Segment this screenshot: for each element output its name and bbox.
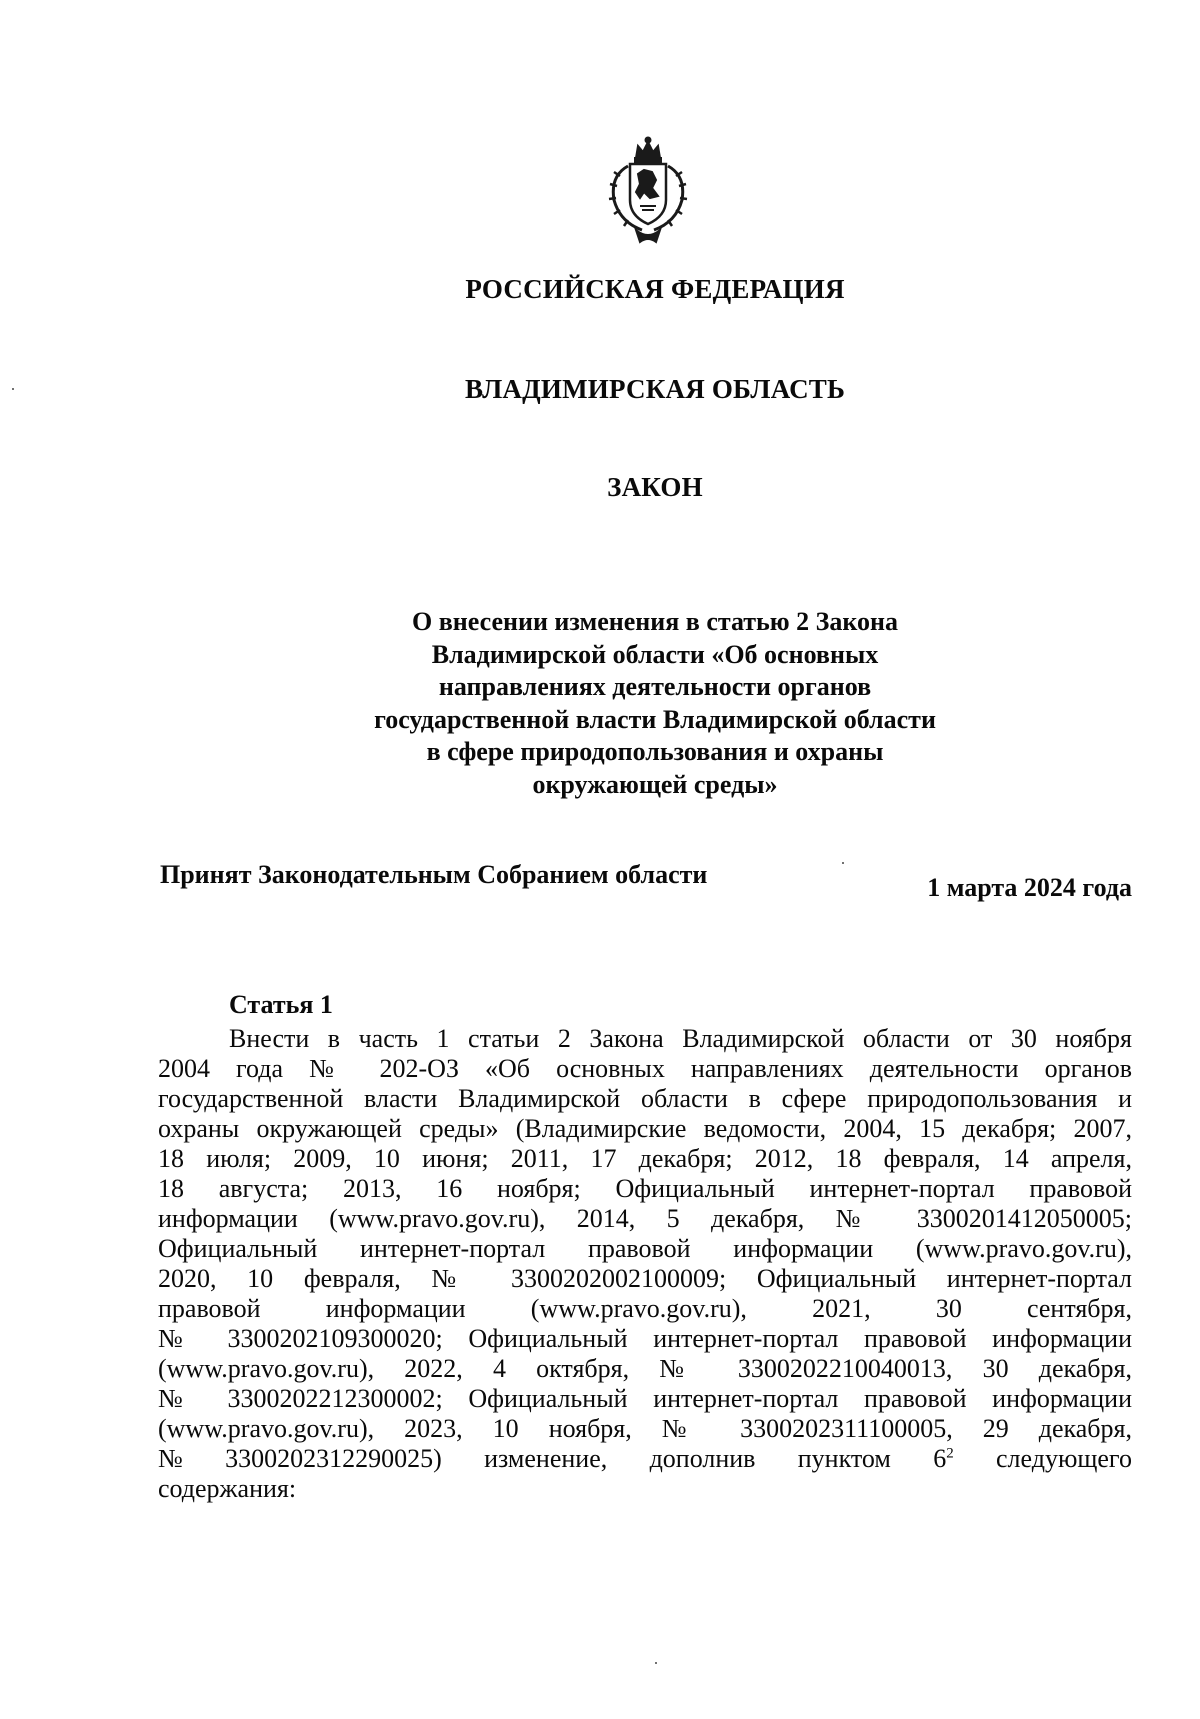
subject-line: Владимирской области «Об основных — [431, 639, 879, 669]
scan-speck — [842, 862, 844, 864]
article-line: содержания: — [158, 1474, 297, 1503]
subject-line: О внесении изменения в статью 2 Закона — [411, 607, 899, 636]
coat-of-arms-icon — [600, 136, 696, 246]
article-line — [158, 1444, 1132, 1474]
subject-line: окружающей среды» — [532, 769, 778, 799]
item-number-base: 6 — [933, 1444, 947, 1473]
country-heading: РОССИЙСКАЯ ФЕДЕРАЦИЯ — [465, 274, 845, 304]
article-line: 2020, 10 февраля, № 3300202002100009; Официальный интернет-портал — [158, 1264, 1132, 1293]
article-line: № 3300202212300002; Официальный интернет-портал правовой информации — [158, 1384, 1132, 1413]
item-number-superscript: 2 — [946, 1445, 954, 1462]
adoption-date: 1 марта 2024 года — [927, 873, 1132, 902]
article-line: правовой информации (www.pravo.gov.ru), 2021, 30 сентября, — [158, 1294, 1132, 1323]
article-word: 3300202312290025) — [225, 1444, 442, 1473]
subject-line: государственной власти Владимирской области — [374, 704, 936, 734]
article-line: Официальный интернет-портал правовой информации (www.pravo.gov.ru), — [158, 1234, 1132, 1263]
article-line: 18 июля; 2009, 10 июня; 2011, 17 декабря; 2012, 18 февраля, 14 апреля, — [158, 1144, 1132, 1173]
document-type-heading: ЗАКОН — [607, 472, 703, 502]
item-number — [933, 1444, 954, 1474]
region-heading: ВЛАДИМИРСКАЯ ОБЛАСТЬ — [464, 374, 846, 404]
article-word: дополнив — [649, 1444, 756, 1473]
adoption-label: Принят Законодательным Собранием области — [160, 860, 708, 889]
article-line: 18 августа; 2013, 16 ноября; Официальный интернет-портал правовой — [158, 1174, 1132, 1203]
article-word: следующего — [996, 1444, 1132, 1473]
article-line: охраны окружающей среды» (Владимирские ведомости, 2004, 15 декабря; 2007, — [158, 1114, 1132, 1143]
article-body — [158, 1024, 1132, 1504]
article-line: информации (www.pravo.gov.ru), 2014, 5 декабря, № 3300201412050005; — [158, 1204, 1132, 1233]
subject-line: в сфере природопользования и охраны — [426, 737, 884, 766]
article-line: (www.pravo.gov.ru), 2023, 10 ноября, № 3300202311100005, 29 декабря, — [158, 1414, 1132, 1443]
subject-line: направлениях деятельности органов — [438, 672, 872, 701]
article-word: № — [158, 1444, 183, 1473]
article-line: государственной власти Владимирской области в сфере природопользования и — [158, 1084, 1132, 1113]
scan-speck — [12, 388, 14, 390]
article-line: Внести в часть 1 статьи 2 Закона Владимирской области от 30 ноября — [229, 1024, 1132, 1053]
article-word: изменение, — [484, 1444, 608, 1473]
article-line: (www.pravo.gov.ru), 2022, 4 октября, № 3300202210040013, 30 декабря, — [158, 1354, 1132, 1383]
article-title: Статья 1 — [229, 990, 333, 1019]
scan-speck — [655, 1662, 657, 1664]
article-line: № 3300202109300020; Официальный интернет-портал правовой информации — [158, 1324, 1132, 1353]
law-subject-title — [0, 606, 1200, 801]
article-line: 2004 года № 202-ОЗ «Об основных направлениях деятельности органов — [158, 1054, 1132, 1083]
article-word: пунктом — [797, 1444, 891, 1473]
